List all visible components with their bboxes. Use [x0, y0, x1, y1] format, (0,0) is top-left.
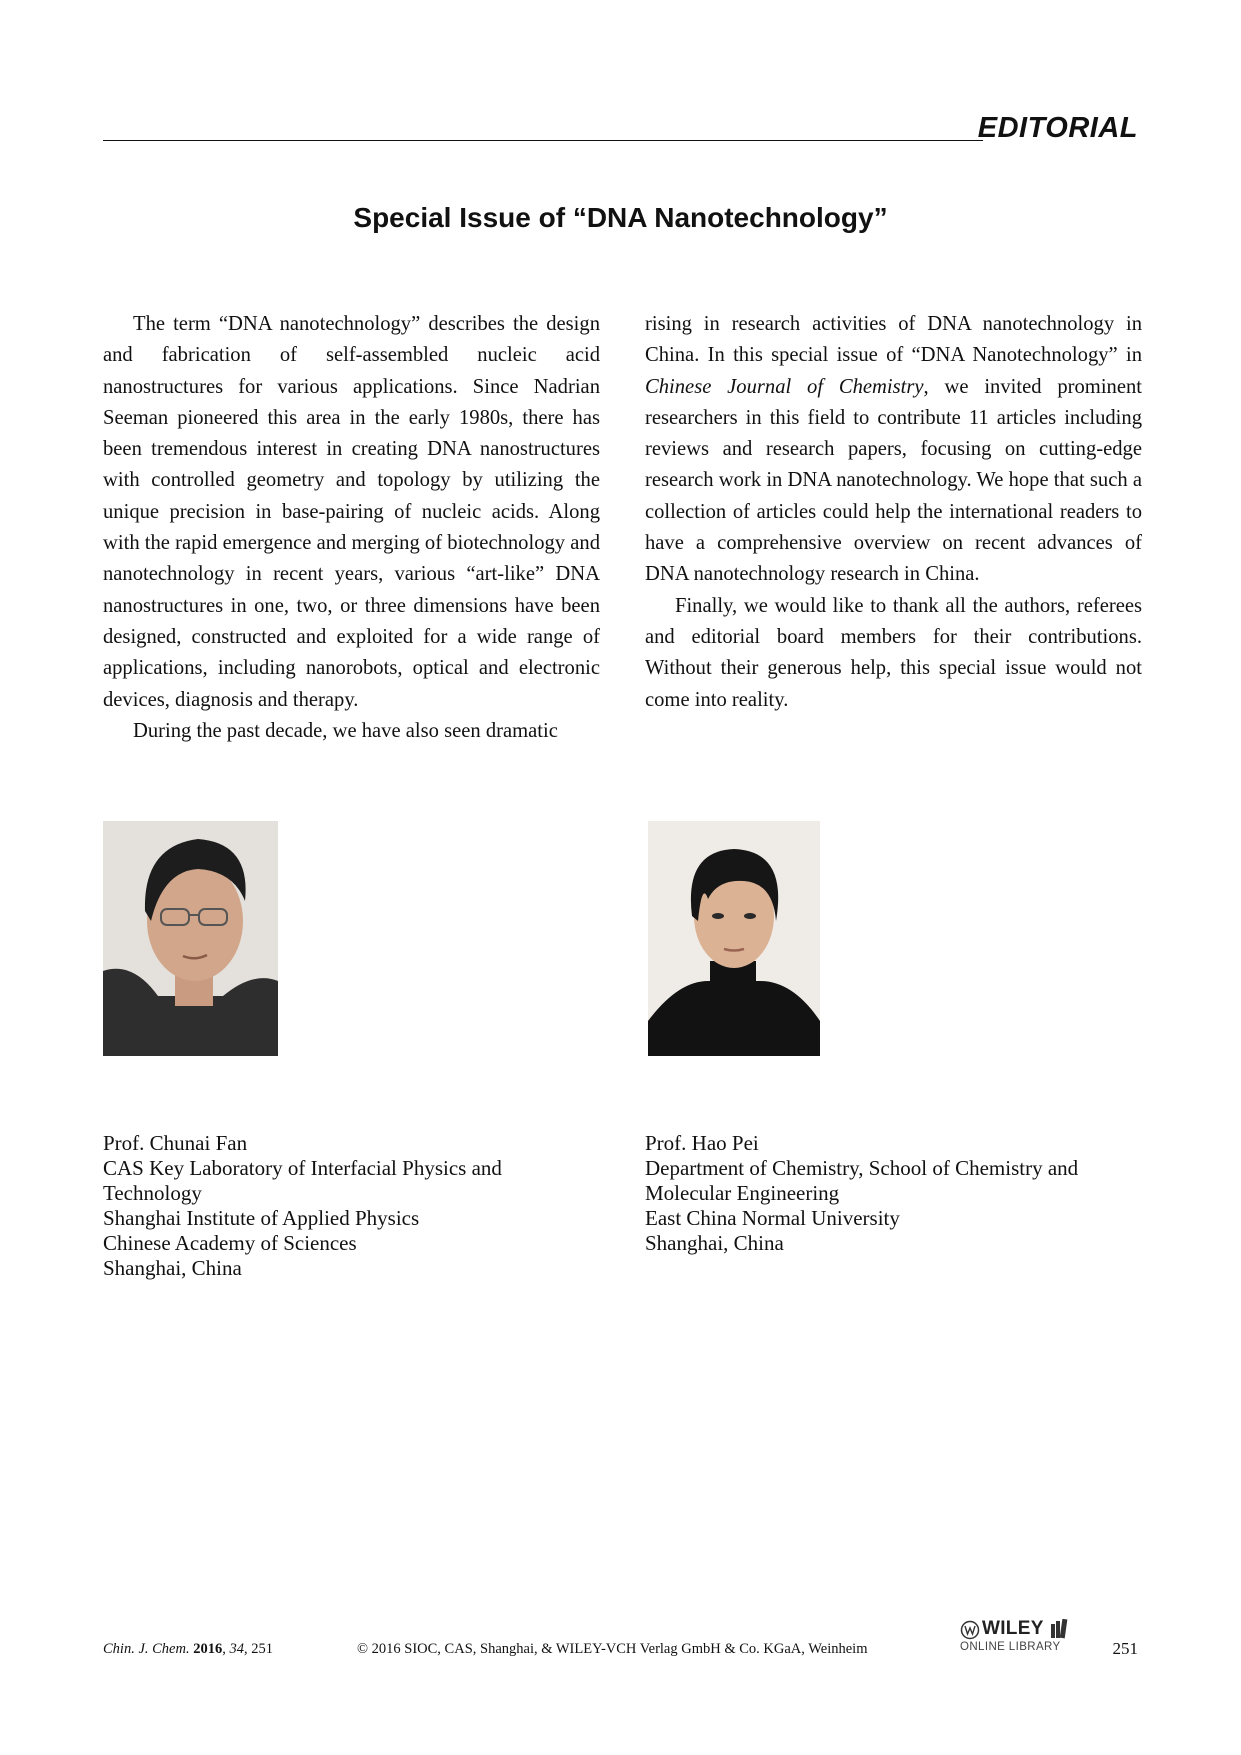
page-number: 251 — [1112, 1639, 1138, 1658]
editor-affiliation-pei — [645, 1131, 1145, 1256]
wiley-online-library: ONLINE LIBRARY — [960, 1641, 1061, 1653]
portrait-image — [648, 821, 820, 1056]
affiliation-line: Department of Chemistry, School of Chemistry and — [645, 1156, 1079, 1180]
editor-name: Prof. Hao Pei — [645, 1131, 759, 1155]
header-rule — [103, 140, 983, 141]
affiliation-line: Technology — [103, 1181, 202, 1205]
affiliation-line: Shanghai, China — [103, 1256, 242, 1280]
footer-citation: Chin. J. Chem. 2016, 34, 251 — [103, 1641, 273, 1657]
journal-name: Chinese Journal of Chemistry — [645, 375, 924, 398]
wiley-wordmark: WILEY — [982, 1618, 1044, 1639]
editor-photo-pei — [648, 821, 820, 1056]
footer-year: 2016 — [193, 1641, 223, 1657]
footer-journal: Chin. J. Chem. — [103, 1641, 190, 1657]
footer-copyright: © 2016 SIOC, CAS, Shanghai, & WILEY-VCH Verlag GmbH & Co. KGaA, Weinheim — [357, 1641, 868, 1657]
affiliation-line: Shanghai, China — [645, 1231, 784, 1255]
editor-name: Prof. Chunai Fan — [103, 1131, 248, 1155]
editor-affiliation-fan — [103, 1131, 603, 1281]
body-column-left — [103, 309, 600, 747]
portrait-image — [103, 821, 278, 1056]
paragraph-3: Finally, we would like to thank all the authors, referees and editorial board members for their contributions. Without their generous help, this special issue would not come into reality. — [645, 594, 1142, 711]
affiliation-line: East China Normal University — [645, 1206, 900, 1230]
affiliation-line: Molecular Engineering — [645, 1181, 840, 1205]
paragraph-2-rest: rising in research activities of DNA nanotechnology in China. In this special issue of “DNA Nanotechnology” in Chinese Journal of Chemistry, we invited prominent researchers in this field to contribute 11 articles including reviews and research papers, focusing on cutting-edge research work in DNA nanotechnology. We hope that such a collection of articles could help the international readers to have a comprehensive overview on recent advances of DNA nanotechnology research in China. — [645, 313, 1142, 586]
paragraph-2-start: During the past decade, we have also seen dramatic — [133, 719, 558, 742]
paragraph-1: The term “DNA nanotechnology” describes the design and fabrication of self-assembled nucleic acid nanostructures for various applications. Since Nadrian Seeman pioneered this area in the early 1980s, there has been tremendous interest in creating DNA nanostructures with controlled geometry and topology by utilizing the unique precision in base-pairing of nucleic acids. Along with the rapid emergence and merging of biotechnology and nanotechnology in recent years, various “art-like” DNA nanostructures in one, two, or three dimensions have been designed, constructed and exploited for a wide range of applications, including nanorobots, optical and electronic devices, diagnosis and therapy. — [103, 313, 600, 711]
affiliation-line: Chinese Academy of Sciences — [103, 1231, 357, 1255]
article-title: Special Issue of “DNA Nanotechnology” — [353, 202, 888, 233]
body-column-right — [645, 309, 1142, 716]
books-icon — [1050, 1619, 1068, 1639]
affiliation-line: Shanghai Institute of Applied Physics — [103, 1206, 420, 1230]
affiliation-line: CAS Key Laboratory of Interfacial Physics and — [103, 1156, 502, 1180]
editor-photo-fan — [103, 821, 278, 1056]
wiley-emblem-icon — [960, 1620, 980, 1640]
footer-page-ref: 251 — [251, 1641, 273, 1657]
footer-volume: 34 — [229, 1641, 244, 1657]
wiley-logo — [960, 1618, 1070, 1658]
section-label: EDITORIAL — [977, 112, 1138, 144]
